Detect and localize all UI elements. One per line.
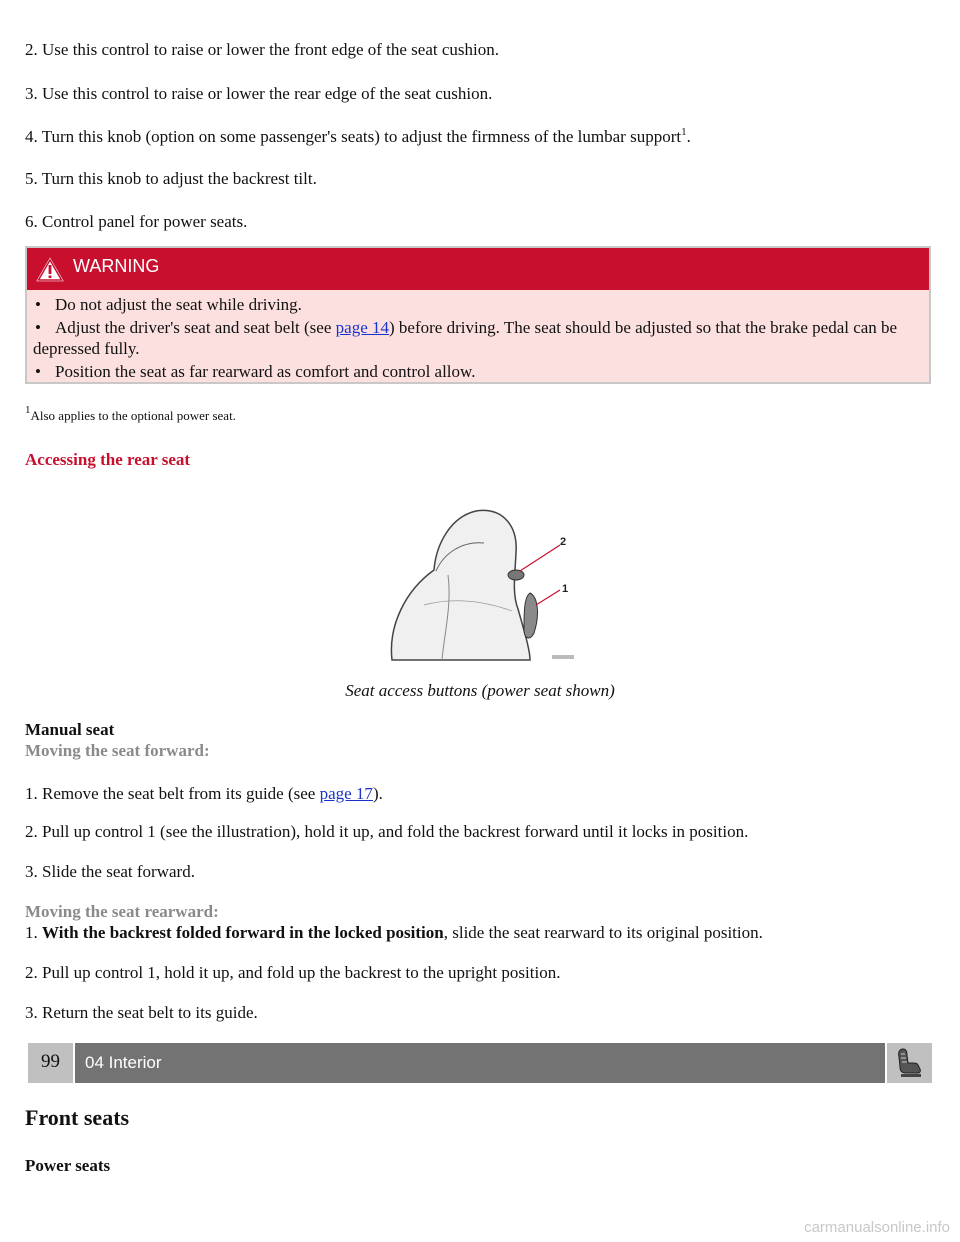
chapter-icon-box — [887, 1043, 932, 1083]
watermark: carmanualsonline.info — [804, 1219, 950, 1236]
warning-triangle-icon — [33, 254, 67, 284]
forward-step-2: 2. Pull up control 1 (see the illustration), hold it up, and fold the backrest forward until it locks in position. — [25, 822, 749, 841]
step-4-text: 4. Turn this knob (option on some passenger's seats) to adjust the firmness of the lumbar support$^1$. — [25, 126, 691, 146]
rearward-step-1: 1. With the backrest folded forward in the locked position, slide the seat rearward to its original position. — [25, 923, 763, 942]
warning-box — [25, 246, 931, 384]
forward-step-1: 1. Remove the seat belt from its guide (see page 17). — [25, 784, 383, 803]
power-seats-heading: Power seats — [25, 1156, 111, 1175]
manual-seat-heading: Manual seat — [25, 720, 115, 739]
illustration-caption: Seat access buttons (power seat shown) — [345, 681, 615, 700]
illustration-label-2: 2 — [560, 536, 567, 548]
footnote: $^1$Also applies to the optional power seat. — [25, 404, 236, 423]
chapter-title: 04 Interior — [75, 1043, 885, 1083]
step-2-text: 2. Use this control to raise or lower the front edge of the seat cushion. — [25, 40, 499, 59]
step-6-text: 6. Control panel for power seats. — [25, 212, 248, 231]
moving-rearward-heading: Moving the seat rearward: — [25, 902, 219, 921]
rearward-step-2: 2. Pull up control 1, hold it up, and fold up the backrest to the upright position. — [25, 963, 561, 982]
page-14-link[interactable]: page 14 — [335, 318, 389, 337]
warning-list — [33, 294, 919, 384]
footnote-ref: 1 — [681, 126, 687, 138]
moving-forward-heading: Moving the seat forward: — [25, 741, 210, 760]
step-3-text: 3. Use this control to raise or lower the rear edge of the seat cushion. — [25, 84, 493, 103]
rearward-step-3: 3. Return the seat belt to its guide. — [25, 1003, 258, 1022]
step-5-text: 5. Turn this knob to adjust the backrest tilt. — [25, 169, 317, 188]
warning-bullet: • Adjust the driver's seat and seat belt (see page 14) before driving. The seat should be adjusted so that the brake pedal can be depressed fully. — [33, 318, 898, 358]
front-seats-heading: Front seats — [25, 1105, 130, 1130]
warning-header — [27, 248, 929, 290]
warning-title: WARNING — [73, 256, 160, 276]
warning-bullet: • Position the seat as far rearward as comfort and control allow. — [35, 362, 476, 381]
page-footer-bar — [28, 1043, 932, 1083]
forward-step-3: 3. Slide the seat forward. — [25, 862, 195, 881]
warning-bullet: • Do not adjust the seat while driving. — [35, 295, 302, 314]
section-title: Accessing the rear seat — [25, 450, 191, 469]
illustration-label-1: 1 — [562, 583, 569, 595]
seat-icon — [887, 1043, 932, 1083]
seat-access-illustration — [384, 505, 580, 665]
page-number: 99 — [28, 1043, 73, 1083]
page-17-link[interactable]: page 17 — [319, 784, 373, 803]
